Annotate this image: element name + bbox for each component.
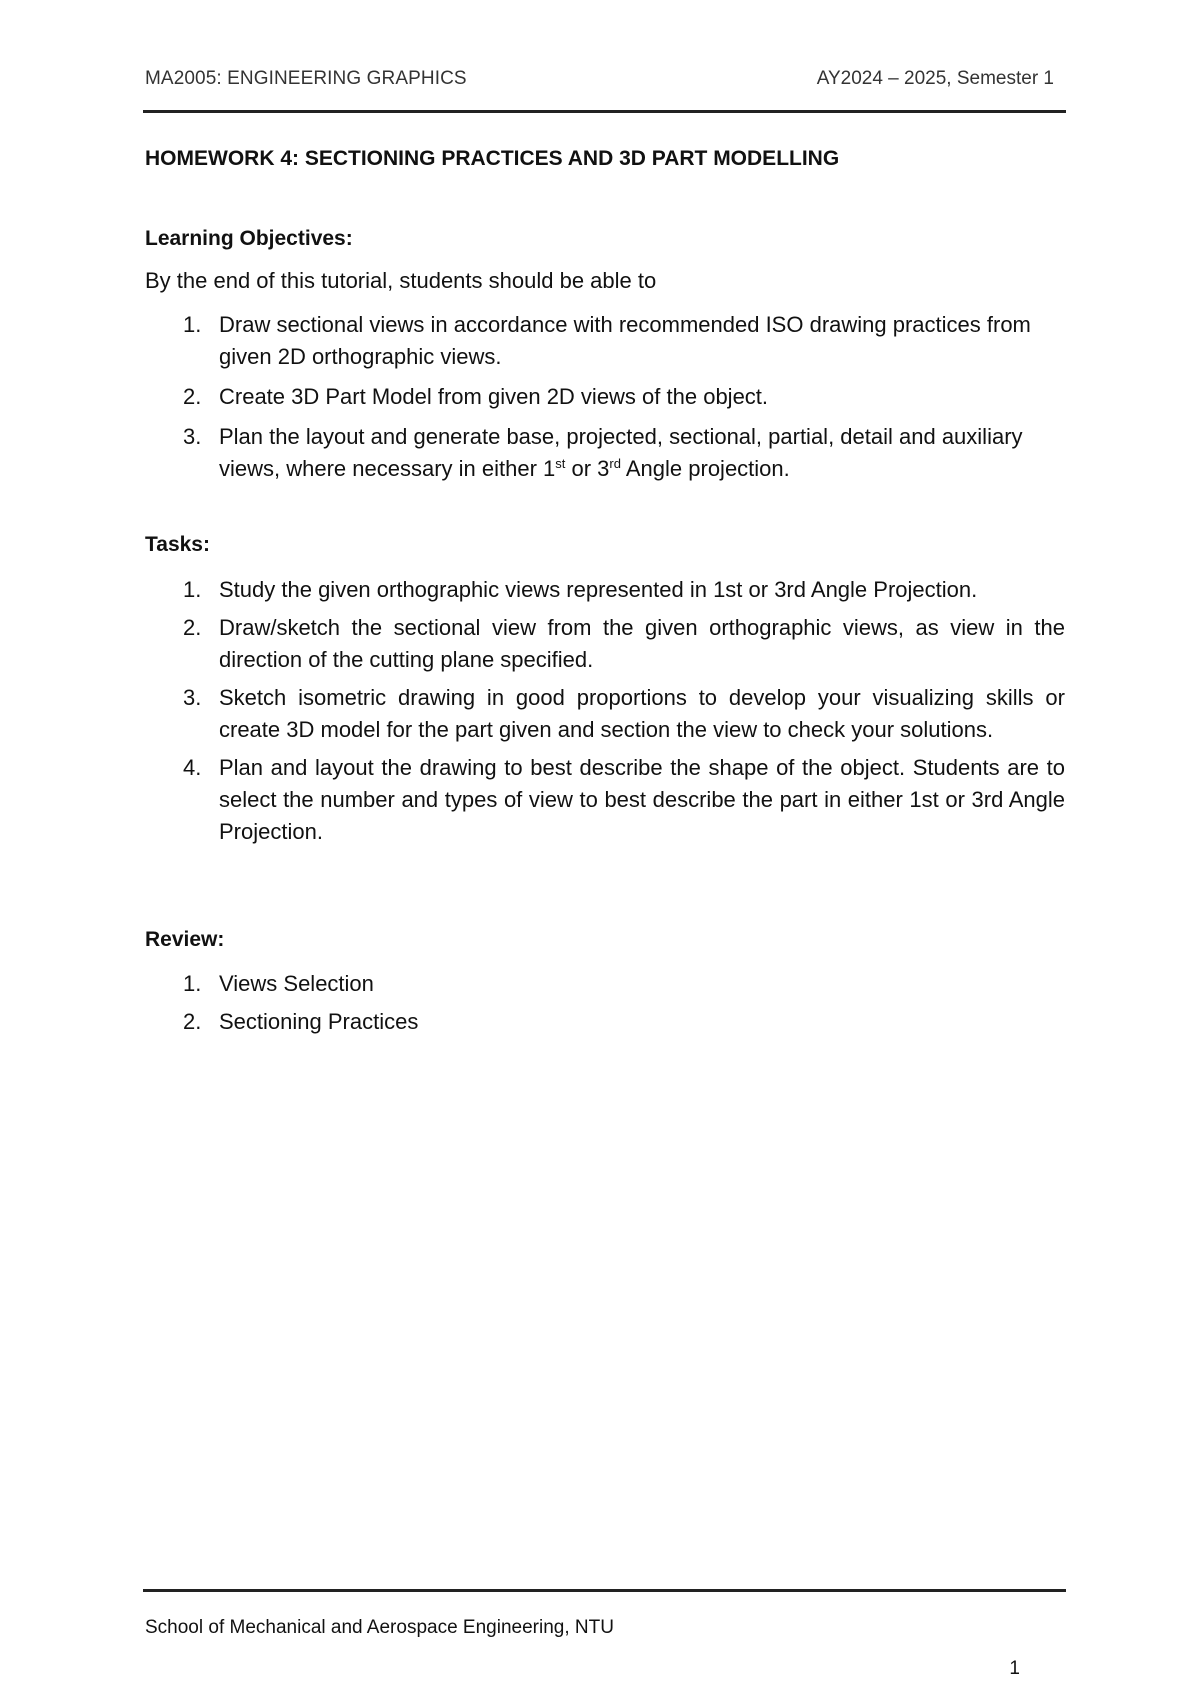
list-item-number: 2.	[183, 615, 202, 640]
list-item-number: 4.	[183, 755, 202, 780]
objectives-intro: By the end of this tutorial, students should be able to	[145, 268, 657, 293]
list-item-text: Sketch isometric drawing in good proportions to develop your visualizing skills or create 3D model for the part given and section the view to check your solutions.	[219, 685, 1065, 742]
list-item	[145, 612, 1065, 676]
list-item	[145, 421, 1065, 485]
review-heading: Review:	[145, 928, 225, 951]
header-term: AY2024 – 2025, Semester 1	[816, 68, 1054, 89]
footer-school: School of Mechanical and Aerospace Engineering, NTU	[145, 1617, 614, 1638]
list-item	[145, 381, 1065, 413]
objectives-list	[145, 309, 1065, 485]
document-title: HOMEWORK 4: SECTIONING PRACTICES AND 3D PART MODELLING	[145, 147, 840, 170]
list-item-number: 2.	[183, 384, 202, 409]
list-item	[145, 1006, 1065, 1038]
list-item	[145, 574, 1065, 606]
list-item-text: Sectioning Practices	[219, 1009, 419, 1034]
list-item	[145, 309, 1065, 373]
list-item-text: Study the given orthographic views represented in 1st or 3rd Angle Projection.	[219, 577, 978, 602]
list-item-number: 3.	[183, 424, 202, 449]
list-item-number: 1.	[183, 312, 202, 337]
review-list	[145, 968, 1065, 1038]
list-item-text: Views Selection	[219, 971, 374, 996]
list-item-number: 2.	[183, 1009, 202, 1034]
page-number: 1	[1009, 1658, 1020, 1679]
list-item-number: 3.	[183, 685, 202, 710]
list-item-number: 1.	[183, 971, 202, 996]
footer-rule	[143, 1589, 1066, 1592]
list-item-text: Draw sectional views in accordance with recommended ISO drawing practices from given 2D orthographic views.	[219, 312, 1031, 369]
list-item-text: Create 3D Part Model from given 2D views of the object.	[219, 384, 769, 409]
list-item	[145, 968, 1065, 1000]
header-rule	[143, 110, 1066, 113]
list-item	[145, 682, 1065, 746]
list-item-text: Draw/sketch the sectional view from the given orthographic views, as view in the direction of the cutting plane specified.	[219, 615, 1065, 672]
list-item-number: 1.	[183, 577, 202, 602]
objectives-heading: Learning Objectives:	[145, 227, 353, 250]
tasks-heading: Tasks:	[145, 533, 210, 556]
list-item-text: Plan and layout the drawing to best describe the shape of the object. Students are to select the number and types of view to best describe the part in either 1st or 3rd Angle Projection.	[219, 755, 1065, 844]
header-course: MA2005: ENGINEERING GRAPHICS	[145, 68, 467, 89]
list-item	[145, 752, 1065, 848]
tasks-list	[145, 574, 1065, 848]
list-item-text: Plan the layout and generate base, projected, sectional, partial, detail and auxiliary views, where necessary in either 1st or 3rd Angle projection.	[219, 424, 1023, 481]
